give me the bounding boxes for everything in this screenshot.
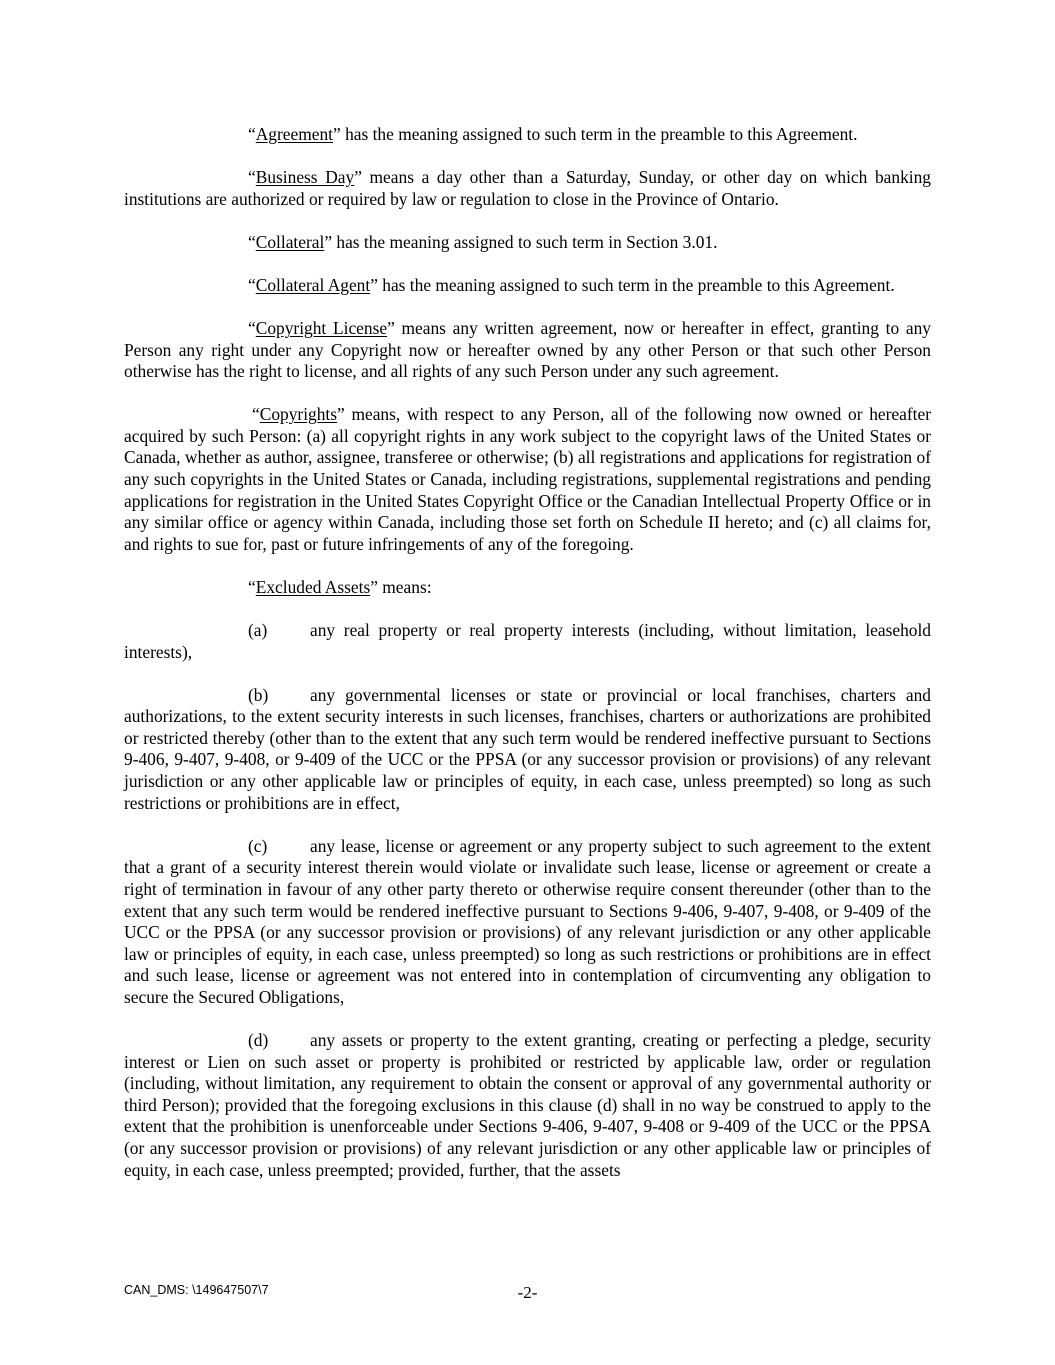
definition-text: ” has the meaning assigned to such term in the preamble to this Agreement. <box>333 124 858 144</box>
clause-d <box>124 1030 931 1181</box>
clause-text: any assets or property to the extent granting, creating or perfecting a pledge, security interest or Lien on such asset or property is prohibited or restricted by applicable law, order or regulation (including, without limitation, any requirement to obtain the consent or approval of any governmental authority or third Person); provided that the foregoing exclusions in this clause (d) shall in no way be construed to apply to the extent that the prohibition is unenforceable under Sections 9-406, 9-407, 9-408 or 9-409 of the UCC or the PPSA (or any successor provision or provisions) of any relevant jurisdiction or any other applicable law or principles of equity, in each case, unless preempted; provided, further, that the assets <box>124 1030 931 1180</box>
clause-text: any lease, license or agreement or any property subject to such agreement to the extent that a grant of a security interest therein would violate or invalidate such lease, license or agreement or create a right of termination in favour of any other party thereto or otherwise require consent thereunder (other than to the extent that any such term would be rendered ineffective pursuant to Sections 9-406, 9-407, 9-408, or 9-409 of the UCC or the PPSA (or any successor provision or provisions) of any relevant jurisdiction or any other applicable law or principles of equity, in each case, unless preempted) so long as such restrictions or prohibitions are in effect and such lease, license or agreement was not entered into in contemplation of circumventing any obligation to secure the Secured Obligations, <box>124 835 931 1007</box>
defined-term: Collateral <box>255 231 325 252</box>
document-body <box>124 124 931 1203</box>
clause-label: (d) <box>248 1030 269 1050</box>
definition-collateral: “Collateral” has the meaning assigned to such term in Section 3.01. <box>248 231 718 252</box>
document-id: CAN_DMS: \149647507\7 <box>124 1283 269 1297</box>
clause-c <box>124 836 931 1009</box>
definition-text: ” means any written agreement, now or hereafter in effect, granting to any Person any right under any Copyright now or hereafter owned by any other Person or that such other Person otherwise has the right to license, and all rights of any such Person under any such agreement. <box>124 317 932 382</box>
clause-b <box>124 685 931 815</box>
defined-term: Excluded Assets <box>255 576 371 597</box>
defined-term: Business Day <box>255 167 355 188</box>
definition-collateral-agent: “Collateral Agent” has the meaning assigned to such term in the preamble to this Agreement. <box>248 274 895 295</box>
definition-text: ” means, with respect to any Person, all of the following now owned or hereafter acquired by such Person: (a) all copyright rights in any work subject to the copyright laws of the United States or Canada, whether as author, assignee, transferee or otherwise; (b) all registrations and applications for registration of any such copyrights in the United States or Canada, including registrations, supplemental registrations and pending applications for registration in the United States Copyright Office or the Canadian Intellectual Property Office or in any similar office or agency within Canada, including those set forth on Schedule II hereto; and (c) all claims for, and rights to sue for, past or future infringements of any of the foregoing. <box>124 404 931 554</box>
definition-text: ” means: <box>370 576 432 597</box>
definition-agreement: “Agreement” has the meaning assigned to such term in the preamble to this Agreement. <box>248 124 858 144</box>
definition-text: ” has the meaning assigned to such term in the preamble to this Agreement. <box>370 274 895 295</box>
definition-text: ” has the meaning assigned to such term in Section 3.01. <box>324 231 718 252</box>
defined-term: Copyrights <box>259 404 338 425</box>
clause-label: (b) <box>248 684 269 705</box>
defined-term: Agreement <box>255 124 333 144</box>
clause-label: (a) <box>248 620 268 640</box>
definition-copyright-license: “Copyright License” means any written agreement, now or hereafter in effect, granting to any Person any right under any Copyright now or hereafter owned by any other Person or that such other Person otherwise has the right to license, and all rights of any such Person under any such agreement. <box>124 317 932 382</box>
clause-text: any governmental licenses or state or provincial or local franchises, charters and authorizations, to the extent security interests in such licenses, franchises, charters or authorizations are prohibited or restricted thereby (other than to the extent that any such term would be rendered ineffective pursuant to Sections 9-406, 9-407, 9-408, or 9-409 of the UCC or the PPSA (or any successor provision or provisions) of any relevant jurisdiction or any other applicable law or principles of equity, in each case, unless preempted) so long as such restrictions or prohibitions are in effect, <box>124 684 931 813</box>
clause-a <box>124 620 931 663</box>
page-number: -2- <box>517 1283 538 1302</box>
definition-excluded-assets: “Excluded Assets” means: <box>248 576 432 597</box>
clause-text: any real property or real property interests (including, without limitation, leasehold interests), <box>124 620 931 662</box>
definition-text: ” means a day other than a Saturday, Sunday, or other day on which banking institutions are authorized or required by law or regulation to close in the Province of Ontario. <box>124 167 932 209</box>
definition-business-day: “Business Day” means a day other than a Saturday, Sunday, or other day on which banking institutions are authorized or required by law or regulation to close in the Province of Ontario. <box>124 167 932 209</box>
defined-term: Collateral Agent <box>255 274 371 295</box>
defined-term: Copyright License <box>255 317 388 338</box>
definition-copyrights: “Copyrights” means, with respect to any Person, all of the following now owned or hereafter acquired by such Person: (a) all copyright rights in any work subject to the copyright laws of the United States or Canada, whether as author, assignee, transferee or otherwise; (b) all registrations and applications for registration of any such copyrights in the United States or Canada, including registrations, supplemental registrations and pending applications for registration in the United States Copyright Office or the Canadian Intellectual Property Office or in any similar office or agency within Canada, including those set forth on Schedule II hereto; and (c) all claims for, and rights to sue for, past or future infringements of any of the foregoing. <box>124 404 931 554</box>
clause-label: (c) <box>248 835 268 856</box>
